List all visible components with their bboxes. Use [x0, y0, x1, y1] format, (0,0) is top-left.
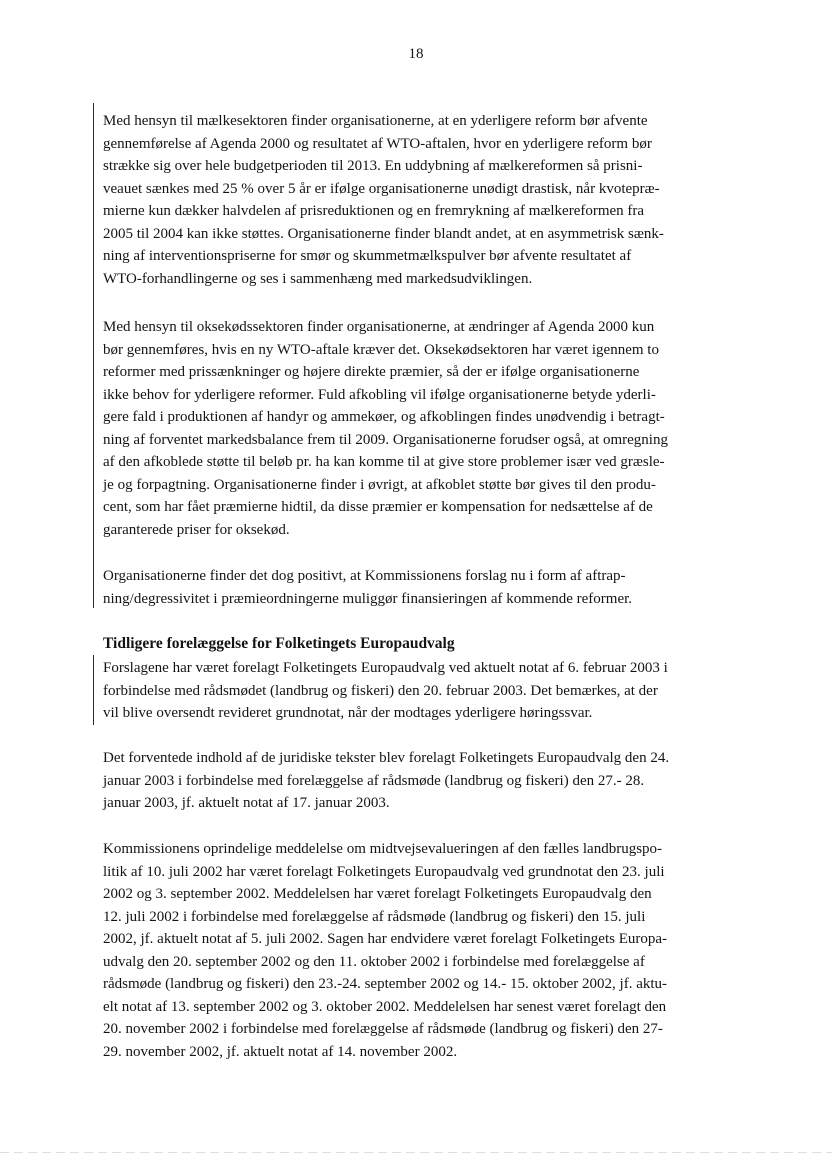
text-line: WTO-forhandlingerne og ses i sammenhæng med markedsudviklingen.	[103, 270, 533, 287]
text-line: gere fald i produktionen af handyr og ammekøer, og afkoblingen findes unødvendig i betragt-	[103, 409, 665, 425]
text-line: garanterede priser for oksekød.	[103, 521, 290, 538]
revision-bar	[93, 103, 94, 608]
text-line: Det forventede indhold af de juridiske tekster blev forelagt Folketingets Europaudvalg den 24.	[103, 750, 670, 766]
text-line: litik af 10. juli 2002 har været forelagt Folketingets Europaudvalg ved grundnotat den 23. juli	[103, 863, 665, 880]
text-line: 20. november 2002 i forbindelse med forelæggelse af rådsmøde (landbrug og fiskeri) den 27-	[103, 1021, 663, 1037]
text-line: strække sig over hele budgetperioden til 2013. En uddybning af mælkereformen så prisni-	[103, 158, 643, 174]
text-line: forbindelse med rådsmødet (landbrug og fiskeri) den 20. februar 2003. Det bemærkes, at der	[103, 682, 658, 699]
text-line: bør gennemføres, hvis en ny WTO-aftale kræver det. Oksekødsektoren har været igennem to	[103, 341, 659, 358]
text-line: 2005 til 2004 kan ikke støttes. Organisationerne finder blandt andet, at en asymmetrisk sænk-	[103, 225, 664, 242]
text-line: januar 2003, jf. aktuelt notat af 17. januar 2003.	[103, 795, 390, 811]
text-line: af den afkoblede støtte til beløb pr. ha kan komme til at give store problemer især ved græsle-	[103, 454, 665, 470]
text-line: ikke behov for yderligere reformer. Fuld afkobling vil ifølge organisationerne betyde yderli-	[103, 386, 656, 403]
paragraph-legal-texts	[103, 747, 743, 815]
paragraph-milk-sector	[103, 110, 743, 290]
paragraph-communication-history	[103, 838, 743, 1063]
text-line: rådsmøde (landbrug og fiskeri) den 23.-24. september 2002 og 14.- 15. oktober 2002, jf. aktu-	[103, 976, 668, 992]
text-line: ning/degressivitet i præmieordningerne muliggør finansieringen af kommende reformer.	[103, 590, 633, 607]
text-line: elt notat af 13. september 2002 og 3. oktober 2002. Meddelelsen har senest været forelagt den	[103, 998, 667, 1015]
text-line: 2002 og 3. september 2002. Meddelelsen har været forelagt Folketingets Europaudvalg den	[103, 886, 652, 902]
text-line: 2002, jf. aktuelt notat af 5. juli 2002. Sagen har endvidere været forelagt Folketingets Europa-	[103, 931, 668, 947]
paragraph-financing	[103, 565, 743, 610]
text-line: 12. juli 2002 i forbindelse med forelæggelse af rådsmøde (landbrug og fiskeri) den 15. juli	[103, 908, 646, 925]
text-line: Med hensyn til mælkesektoren finder organisationerne, at en yderligere reform bør afvente	[103, 113, 648, 129]
page-number: 18	[408, 46, 424, 62]
text-line: Med hensyn til oksekødssektoren finder organisationerne, at ændringer af Agenda 2000 kun	[103, 319, 655, 335]
text-line: reformer med prissænkninger og højere direkte præmier, så der er ifølge organisationerne	[103, 364, 640, 380]
text-line: vil blive oversendt revideret grundnotat, når der modtages yderligere høringssvar.	[103, 705, 593, 721]
paragraph-section-intro	[103, 657, 743, 725]
text-line: udvalg den 20. september 2002 og den 11. oktober 2002 i forbindelse med forelæggelse af	[103, 953, 645, 970]
revision-bar	[93, 655, 94, 725]
text-line: cent, som har fået præmierne hidtil, da disse præmier er kompensation for nedsættelse af de	[103, 499, 653, 515]
text-line: ning af interventionspriserne for smør og skummetmælkspulver bør afvente resultatet af	[103, 248, 632, 264]
text-line: je og forpagtning. Organisationerne finder i øvrigt, at afkoblet støtte bør gives til den produ-	[103, 476, 656, 493]
text-line: veauet sænkes med 25 % over 5 år er ifølge organisationerne unødigt drastisk, når kvotepræ-	[103, 180, 660, 197]
text-line: Organisationerne finder det dog positivt, at Kommissionens forslag nu i form af aftrap-	[103, 568, 626, 584]
text-line: Kommissionens oprindelige meddelelse om midtvejsevalueringen af den fælles landbrugspo-	[103, 841, 663, 857]
section-heading: Tidligere forelæggelse for Folketingets Europaudvalg	[103, 635, 455, 652]
paragraph-beef-sector	[103, 316, 743, 541]
text-line: 29. november 2002, jf. aktuelt notat af 14. november 2002.	[103, 1043, 458, 1060]
text-line: gennemførelse af Agenda 2000 og resultatet af WTO-aftalen, hvor en yderligere reform bør	[103, 135, 652, 152]
text-line: ning af forventet markedsbalance frem til 2009. Organisationerne forudser også, at omregning	[103, 431, 668, 448]
text-line: Forslagene har været forelagt Folketingets Europaudvalg ved aktuelt notat af 6. februar 2003 i	[103, 660, 668, 676]
text-line: mierne kun dækker halvdelen af prisreduktionen og en fremrykning af mælkereformen fra	[103, 203, 645, 219]
scan-artifact-divider	[0, 1152, 832, 1153]
text-line: januar 2003 i forbindelse med forelæggelse af rådsmøde (landbrug og fiskeri) den 27.- 28.	[103, 772, 645, 789]
